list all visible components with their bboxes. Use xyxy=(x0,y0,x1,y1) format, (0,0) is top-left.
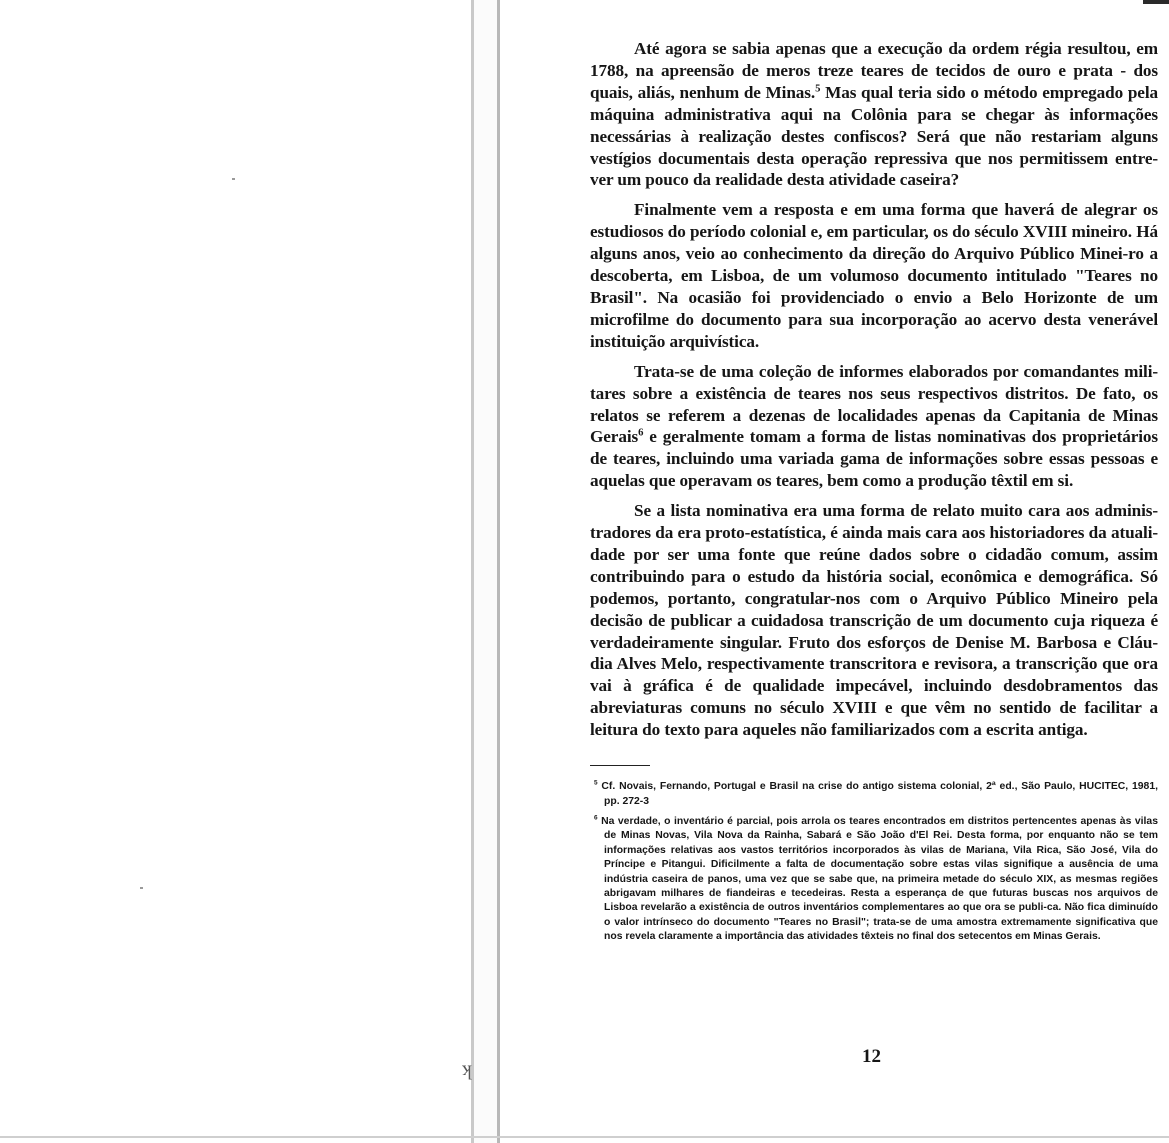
footnote-divider xyxy=(590,765,650,766)
body-text xyxy=(590,38,1158,741)
scan-bottom-edge xyxy=(0,1136,1169,1138)
footnotes xyxy=(590,780,1158,944)
footnote-mark: 5 xyxy=(594,779,598,787)
footnote-text: Na verdade, o inventário é parcial, pois arrola os teares encontrados em distritos pertencentes apenas às vilas de Minas Novas, Vila Nova da Rainha, Sabará e São João d'El Rei. Desta forma, por enquanto não se tem informações relativas aos vastos territórios incorporados às vilas de Mariana, Vila Rica, São José, Vila do Príncipe e Pitangui. Dificilmente a falta de documentação sobre estas vilas signifique a ausência de uma indústria caseira de panos, uma vez que se sabe que, na primeira metade do século XIX, as mesmas regiões abrigavam milhares de fiandeiras e tecedeiras. Resta a esperança de que futuras buscas nos arquivos de Lisboa revelarão a existência de outros inventários complementares ao que ora se publi-ca. Não fica diminuído o valor intrínseco do documento "Teares no Brasil"; trata-se de uma amostra extremamente significativa que nos revela claramente a importância das atividades têxteis no final dos setecentos em Minas Gerais. xyxy=(601,815,1158,943)
paragraph: Trata-se de uma coleção de informes elaborados por comandantes mili-tares sobre a existência de teares nos seus respectivos distritos. De fato, os relatos se referem a dezenas de localidades apenas da Capitania de Minas Gerais$^6$ e geralmente tomam a forma de listas nominativas dos proprietários de teares, incluindo uma variada gama de informações sobre essas pessoas e aquelas que operavam os teares, bem como a produção têxtil em si. xyxy=(590,361,1158,491)
footnote-text: Cf. Novais, Fernando, Portugal e Brasil na crise do antigo sistema colonial, 2ª ed., São Paulo, HUCITEC, 1981, pp. 272-3 xyxy=(601,781,1159,807)
footnote-ref[interactable]: 5 xyxy=(815,83,821,95)
scan-speck xyxy=(232,178,235,180)
footnote-ref[interactable]: 6 xyxy=(638,427,644,439)
book-gutter xyxy=(474,0,497,1143)
footnote xyxy=(590,815,1158,945)
footnote-mark: 6 xyxy=(594,814,598,822)
scan-speck xyxy=(140,887,143,889)
left-page-blank xyxy=(0,0,470,1143)
book-fold-edge xyxy=(497,0,500,1143)
paragraph: Se a lista nominativa era uma forma de relato muito cara aos adminis-tradores da era proto-estatística, é ainda mais cara aos historiadores da atuali-dade por ser uma fonte que reúne dados sobre o cidadão comum, assim contribuindo para o estudo da história social, econômica e demográfica. Só podemos, portanto, congratular-nos com o Arquivo Público Mineiro pela decisão de publicar a cuidadosa transcrição de um documento cuja riqueza é verdadeiramente singular. Fruto dos esforços de Denise M. Barbosa e Cláu-dia Alves Melo, respectivamente transcritora e revisora, a transcrição que ora vai à gráfica é de qualidade impecável, incluindo desdobramentos das abreviaturas comuns no século XVIII e que vêm no sentido de facilitar a leitura do texto para aqueles não familiarizados com a escrita antiga. xyxy=(590,501,1158,740)
paragraph: Finalmente vem a resposta e em uma forma que haverá de alegrar os estudiosos do período colonial e, em particular, os do século XVIII mineiro. Há alguns anos, veio ao conhecimento da direção do Arquivo Público Minei-ro a descoberta, em Lisboa, de um volumoso documento intitulado "Teares no Brasil". Na ocasião foi providenciado o envio a Belo Horizonte de um microfilme do documento para sua incorporação ao acervo desta venerável instituição arquivística. xyxy=(590,200,1158,351)
scan-corner-mark xyxy=(1143,0,1169,4)
footnote xyxy=(590,780,1158,809)
right-page xyxy=(590,38,1158,951)
paragraph: Até agora se sabia apenas que a execução da ordem régia resultou, em 1788, na apreensão de meros treze teares de tecidos de ouro e prata - dos quais, aliás, nenhum de Minas.$^5$ Mas qual teria sido o método empregado pela máquina administrativa aqui na Colônia para se chegar às informações necessárias à realização destes confiscos? Será que não restariam alguns vestígios documentais desta operação repressiva que nos permitissem entre-ver um pouco da realidade desta atividade caseira? xyxy=(590,39,1159,190)
marginal-mark: ʞ xyxy=(462,1058,472,1080)
page-number: 12 xyxy=(862,1046,881,1067)
